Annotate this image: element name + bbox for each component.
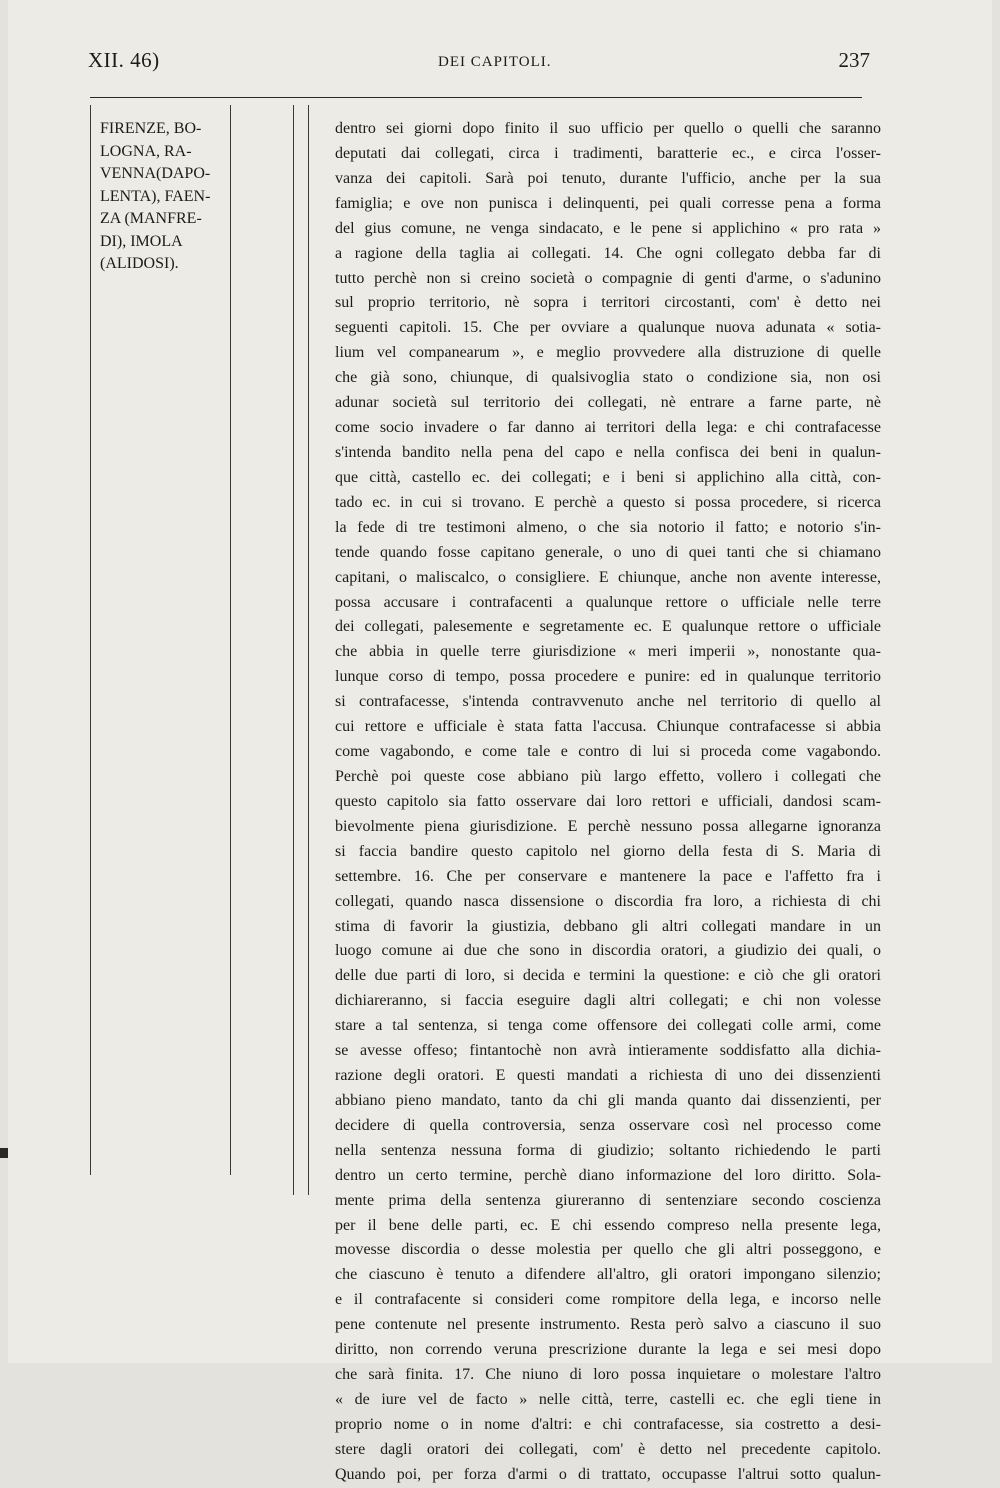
margin-note-line: DI), IMOLA xyxy=(100,232,183,250)
text-line: del gius comune, ne venga sindacato, e le pene si applichino « pro rata » xyxy=(335,219,881,237)
text-line: razione degli oratori. E questi mandati a richiesta di uno dei dissenzienti xyxy=(335,1067,881,1085)
text-line: vanza dei capitoli. Sarà poi tenuto, durante l'ufficio, anche per la sua xyxy=(335,169,881,187)
column-rule-left xyxy=(90,105,91,1175)
margin-note-line: ZA (MANFRE- xyxy=(100,210,202,227)
text-line: cui rettore e ufficiale è stata fatta l'accusa. Chiunque contrafacesse si abbia xyxy=(335,718,881,736)
running-head-left: XII. 46) xyxy=(88,48,160,72)
margin-note xyxy=(100,118,230,276)
text-line: s'intenda bandito nella pena del capo e nella confisca dei beni in qualun- xyxy=(335,443,881,461)
text-line: « de iure vel de facto » nelle città, terre, castelli ec. che egli tiene in xyxy=(335,1391,881,1409)
header-rule xyxy=(90,97,862,98)
column-rule-middle xyxy=(230,105,231,1175)
text-line: adunar società sul territorio dei collegati, nè entrare a farne parte, nè xyxy=(335,394,881,412)
text-line: per il bene delle parti, ec. E chi essendo compreso nella presente lega, xyxy=(335,1216,881,1234)
text-line: lium vel companearum », e meglio provvedere alla distruzione di quelle xyxy=(335,344,881,362)
text-line: famiglia; e ove non punisca i delinquenti, pei quali corresse pena a forma xyxy=(335,194,881,212)
margin-note-line: LOGNA, RA- xyxy=(100,142,192,160)
text-line: dentro sei giorni dopo finito il suo ufficio per quello o quelli che saranno xyxy=(335,120,881,137)
text-line: nella sentenza nessuna forma di giudizio; soltanto richiedendo le parti xyxy=(335,1141,881,1159)
running-head-title: DEI CAPITOLI. xyxy=(438,54,552,70)
text-line: collegati, quando nasca dissensione o discordia fra loro, a richiesta di chi xyxy=(335,892,881,910)
margin-note-line: (ALIDOSI). xyxy=(100,255,179,272)
text-line: capitani, o maliscalco, o consigliere. E chiunque, anche non avente interesse, xyxy=(335,568,881,586)
text-line: dichiareranno, si faccia eseguire dagli altri collegati; e chi non volesse xyxy=(335,992,881,1010)
text-line: come vagabondo, e come tale e contro di lui si proceda come vagabondo. xyxy=(335,743,881,761)
text-line: bievolmente piena giurisdizione. E perchè nessuno possa allegarne ignoranza xyxy=(335,817,881,835)
text-line: seguenti capitoli. 15. Che per ovviare a qualunque nuova adunata « sotia- xyxy=(335,319,881,337)
text-line: se avesse offeso; fintantochè non avrà intieramente soddisfatto alla dichia- xyxy=(335,1042,881,1060)
text-line: si faccia bandire questo capitolo nel giorno della festa di S. Maria di xyxy=(335,842,881,860)
text-line: che già sono, chiunque, di qualsivoglia stato o condizione sia, non osi xyxy=(335,369,881,387)
text-line: sul proprio territorio, nè sopra i territori circostanti, com' è detto nei xyxy=(335,294,881,312)
text-line: deputati dai collegati, circa i tradimenti, baratterie ec., e circa l'osser- xyxy=(335,144,881,162)
text-line: delle due parti di loro, si decida e termini la questione: e ciò che gli oratori xyxy=(335,967,881,985)
text-line: decidere di quella controversia, senza osservare così nel processo come xyxy=(335,1116,881,1134)
margin-note-line: LENTA), FAEN- xyxy=(100,187,211,205)
page-header xyxy=(88,48,870,82)
text-line: si contrafacesse, s'intenda contravvenuto anche nel territorio di quello al xyxy=(335,693,881,711)
text-line: abbiano pieno mandato, tanto da chi gli manda quanto dai dissenzienti, per xyxy=(335,1091,881,1109)
text-line: Quando poi, per forza d'armi o di trattato, occupasse l'altrui sotto qualun- xyxy=(335,1465,881,1483)
column-rule-right-outer xyxy=(293,105,294,1195)
text-line: dentro un certo termine, perchè diano informazione del loro diritto. Sola- xyxy=(335,1166,881,1184)
text-line: che sarà finita. 17. Che niuno di loro possa inquietare o molestare l'altro xyxy=(335,1366,881,1384)
text-line: luogo comune ai due che sono in discordia oratori, a giudizio dei quali, o xyxy=(335,942,881,960)
text-line: la fede di tre testimoni almeno, o che sia notorio il fatto; e notorio s'in- xyxy=(335,518,881,536)
text-line: tutto perchè non si creino società o compagnie di genti d'arme, o s'adunino xyxy=(335,269,881,287)
text-line: que città, castello ec. dei collegati; e i beni si applichino alla città, con- xyxy=(335,468,881,486)
text-line: movesse discordia o desse molestia per quello che gli altri posseggono, e xyxy=(335,1241,881,1259)
margin-note-line: VENNA(DAPO- xyxy=(100,165,211,182)
text-line: stare a tal sentenza, si tenga come offensore dei collegati colle armi, come xyxy=(335,1017,881,1035)
edge-mark xyxy=(0,1148,8,1158)
text-line: pene contenute nel presente instrumento. Resta però salvo a ciascuno il suo xyxy=(335,1316,881,1334)
page-number: 237 xyxy=(838,48,870,72)
column-rule-right-inner xyxy=(308,105,309,1195)
text-line: stere dagli oratori dei collegati, com' è detto nel precedente capitolo. xyxy=(335,1440,881,1458)
text-line: mente prima della sentenza giureranno di sentenziare secondo coscienza xyxy=(335,1191,881,1209)
text-line: settembre. 16. Che per conservare e mantenere la pace e l'affetto fra i xyxy=(335,867,881,885)
text-line: diritto, non correndo veruna prescrizione durante la lega e sei mesi dopo xyxy=(335,1341,881,1359)
margin-note-line: FIRENZE, BO- xyxy=(100,120,202,137)
text-line: possa accusare i contrafacenti a qualunque rettore o ufficiale nelle terre xyxy=(335,593,881,611)
text-line: che ciascuno è tenuto a difendere all'altro, gli oratori impongano silenzio; xyxy=(335,1266,881,1284)
text-line: che abbia in quelle terre giurisdizione « meri imperii », nonostante qua- xyxy=(335,643,881,661)
text-line: Perchè poi queste cose abbiano più largo effetto, vollero i collegati che xyxy=(335,767,881,785)
text-line: come socio invadere o far danno ai territori della lega: e chi contrafacesse xyxy=(335,419,881,437)
main-text xyxy=(335,117,881,1488)
text-line: e il contrafacente si consideri come rompitore della lega, e incorso nelle xyxy=(335,1291,881,1309)
text-line: dei collegati, palesemente e segretamente ec. E qualunque rettore o ufficiale xyxy=(335,618,881,636)
text-line: questo capitolo sia fatto osservare dai loro rettori e ufficiali, dandosi scam- xyxy=(335,792,881,810)
text-line: tado ec. in cui si trovano. E perchè a questo si possa procedere, si ricerca xyxy=(335,493,881,511)
text-line: tende quando fosse capitano generale, o uno di quei tanti che si chiamano xyxy=(335,543,881,561)
text-line: lunque corso di tempo, possa procedere e punire: ed in qualunque territorio xyxy=(335,668,881,686)
text-line: a ragione della taglia ai collegati. 14. Che ogni collegato debba far di xyxy=(335,244,881,262)
text-line: stima di favorir la giustizia, debbano gli altri collegati mandare in un xyxy=(335,917,881,935)
text-line: proprio nome o in nome d'altri: e chi contrafacesse, sia costretto a desi- xyxy=(335,1415,881,1433)
